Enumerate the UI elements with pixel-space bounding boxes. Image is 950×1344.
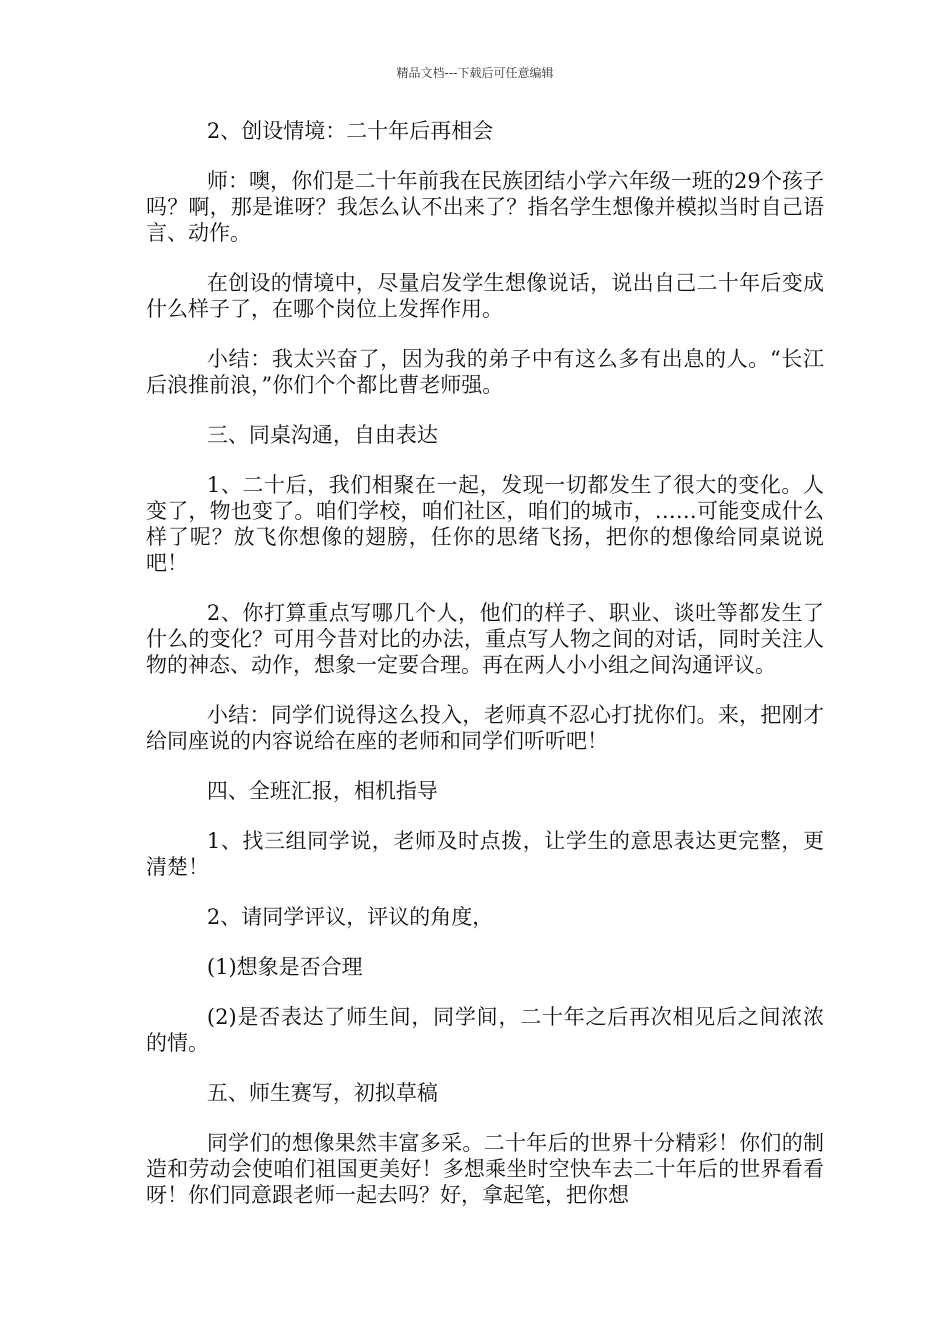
list-item: (1)想象是否合理 — [206, 955, 363, 979]
paragraph: 师：噢，你们是二十年前我在民族团结小学六年级一班的29个孩子吗？啊，那是谁呀？我怎么认不出来了？指名学生想像并模拟当时自己语言、动作。 — [146, 169, 824, 245]
paragraph: 小结：同学们说得这么投入，老师真不忍心打扰你们。来，把刚才给同座说的内容说给在座的老师和同学们听听吧！ — [146, 703, 824, 753]
document-body — [146, 118, 824, 1232]
paragraph: 1、二十后，我们相聚在一起，发现一切都发生了很大的变化。人变了，物也变了。咱们学校，咱们社区，咱们的城市，……可能变成什么样了呢？放飞你想像的翅膀，任你的思绪飞扬，把你的想像给同桌说说吧！ — [146, 473, 824, 575]
section-heading: 五、师生赛写，初拟草稿 — [206, 1081, 438, 1105]
paragraph: 小结：我太兴奋了，因为我的弟子中有这么多有出息的人。“长江后浪推前浪，”你们个个都比曹老师强。 — [146, 347, 824, 397]
page-header: 精品文档---下载后可任意编辑 — [396, 66, 554, 80]
section-heading: 四、全班汇报，相机指导 — [206, 779, 438, 803]
section-heading: 2、创设情境：二十年后再相会 — [206, 119, 494, 143]
paragraph: 1、找三组同学说，老师及时点拨，让学生的意思表达更完整，更清楚！ — [146, 829, 824, 879]
list-item: (2)是否表达了师生间，同学间，二十年之后再次相见后之间浓浓的情。 — [146, 1005, 824, 1055]
paragraph: 在创设的情境中，尽量启发学生想像说话，说出自己二十年后变成什么样子了，在哪个岗位上发挥作用。 — [146, 271, 824, 321]
paragraph: 2、你打算重点写哪几个人，他们的样子、职业、谈吐等都发生了什么的变化？可用今昔对比的办法，重点写人物之间的对话，同时关注人物的神态、动作，想象一定要合理。再在两人小小组之间沟通评议。 — [146, 601, 824, 677]
paragraph: 2、请同学评议，评议的角度， — [206, 905, 494, 929]
section-heading: 三、同桌沟通，自由表达 — [206, 423, 438, 447]
paragraph: 同学们的想像果然丰富多采。二十年后的世界十分精彩！你们的制造和劳动会使咱们祖国更美好！多想乘坐时空快车去二十年后的世界看看呀！你们同意跟老师一起去吗？好，拿起笔，把你想 — [146, 1131, 824, 1207]
